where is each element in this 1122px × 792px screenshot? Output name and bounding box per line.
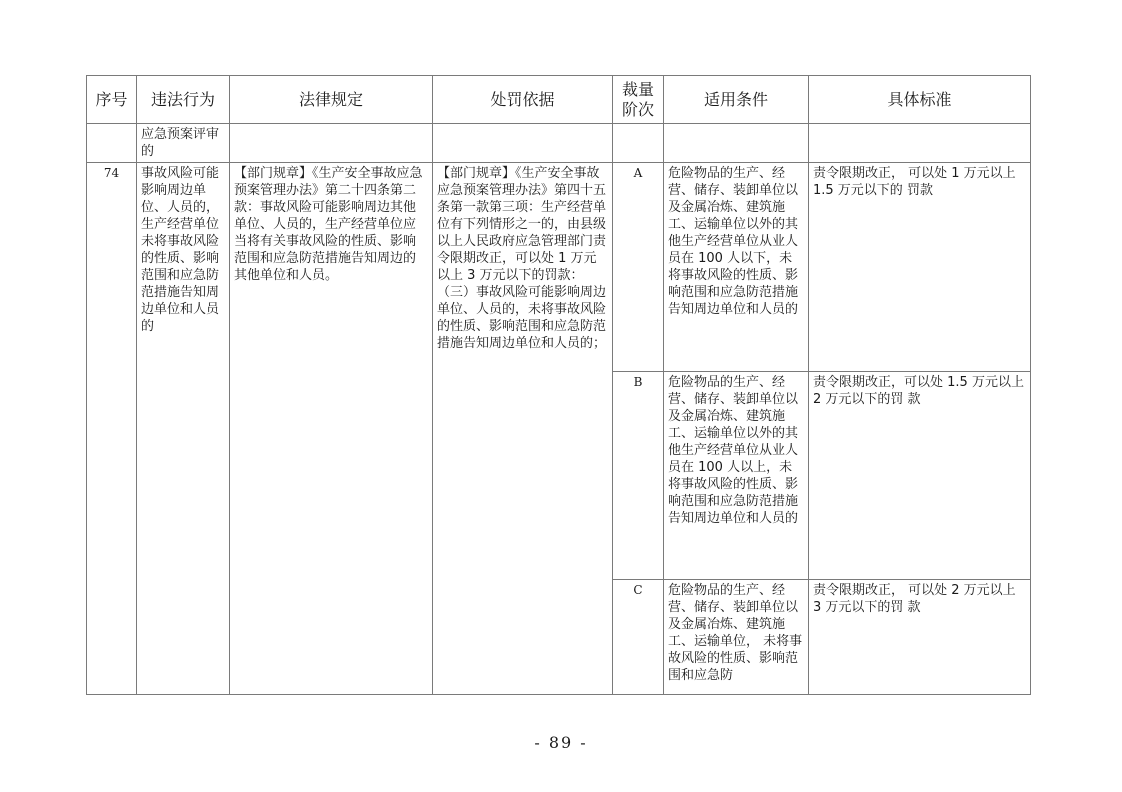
continued-condition [664,124,809,163]
row-number: 74 [87,163,137,695]
continued-row [87,124,1031,163]
header-number: 序号 [87,76,137,124]
standard-a: 责令限期改正， 可以处 1 万元以上 1.5 万元以下的 罚款 [809,163,1031,372]
header-condition: 适用条件 [664,76,809,124]
row-violation: 事故风险可能影响周边单位、人员的，生产经营单位未将事故风险的性质、影响范围和应急防范措施告知周边单位和人员的 [137,163,230,695]
row-penalty-basis: 【部门规章】《生产安全事故应急预案管理办法》第四十五条第一款第三项：生产经营单位有下列情形之一的，由县级以上人民政府应急管理部门责令限期改正，可以处 1 万元以上 3 万元以下的罚款：（三）事故风险可能影响周边单位、人员的，未将事故风险的性质、影响范围和应急防范措施告知周边单位和人员的； [433,163,613,695]
continued-level [613,124,664,163]
level-c: C [613,580,664,695]
regulation-table [86,75,1031,695]
header-violation: 违法行为 [137,76,230,124]
continued-legal-provision [230,124,433,163]
condition-c: 危险物品的生产、经营、储存、装卸单位以及金属冶炼、建筑施工、运输单位， 未将事故风险的性质、影响范围和应急防 [664,580,809,695]
continued-violation: 应急预案评审的 [137,124,230,163]
header-level: 裁量阶次 [613,76,664,124]
standard-c: 责令限期改正， 可以处 2 万元以上 3 万元以下的罚 款 [809,580,1031,695]
continued-number [87,124,137,163]
page-number: - 89 - [534,733,588,752]
level-a: A [613,163,664,372]
standard-b: 责令限期改正，可以处 1.5 万元以上 2 万元以下的罚 款 [809,372,1031,580]
header-standard: 具体标准 [809,76,1031,124]
condition-b: 危险物品的生产、经营、储存、装卸单位以及金属冶炼、建筑施工、运输单位以外的其他生产经营单位从业人员在 100 人以上，未将事故风险的性质、影响范围和应急防范措施告知周边单位和人员的 [664,372,809,580]
header-row [87,76,1031,124]
continued-standard [809,124,1031,163]
header-penalty-basis: 处罚依据 [433,76,613,124]
level-b: B [613,372,664,580]
header-legal-provision: 法律规定 [230,76,433,124]
table-row [87,163,1031,372]
continued-penalty-basis [433,124,613,163]
row-legal-provision: 【部门规章】《生产安全事故应急预案管理办法》第二十四条第二款：事故风险可能影响周边其他单位、人员的，生产经营单位应当将有关事故风险的性质、影响范围和应急防范措施告知周边的其他单位和人员。 [230,163,433,695]
condition-a: 危险物品的生产、经营、储存、装卸单位以及金属冶炼、建筑施工、运输单位以外的其他生产经营单位从业人员在 100 人以下，未将事故风险的性质、影响范围和应急防范措施告知周边单位和人员的 [664,163,809,372]
